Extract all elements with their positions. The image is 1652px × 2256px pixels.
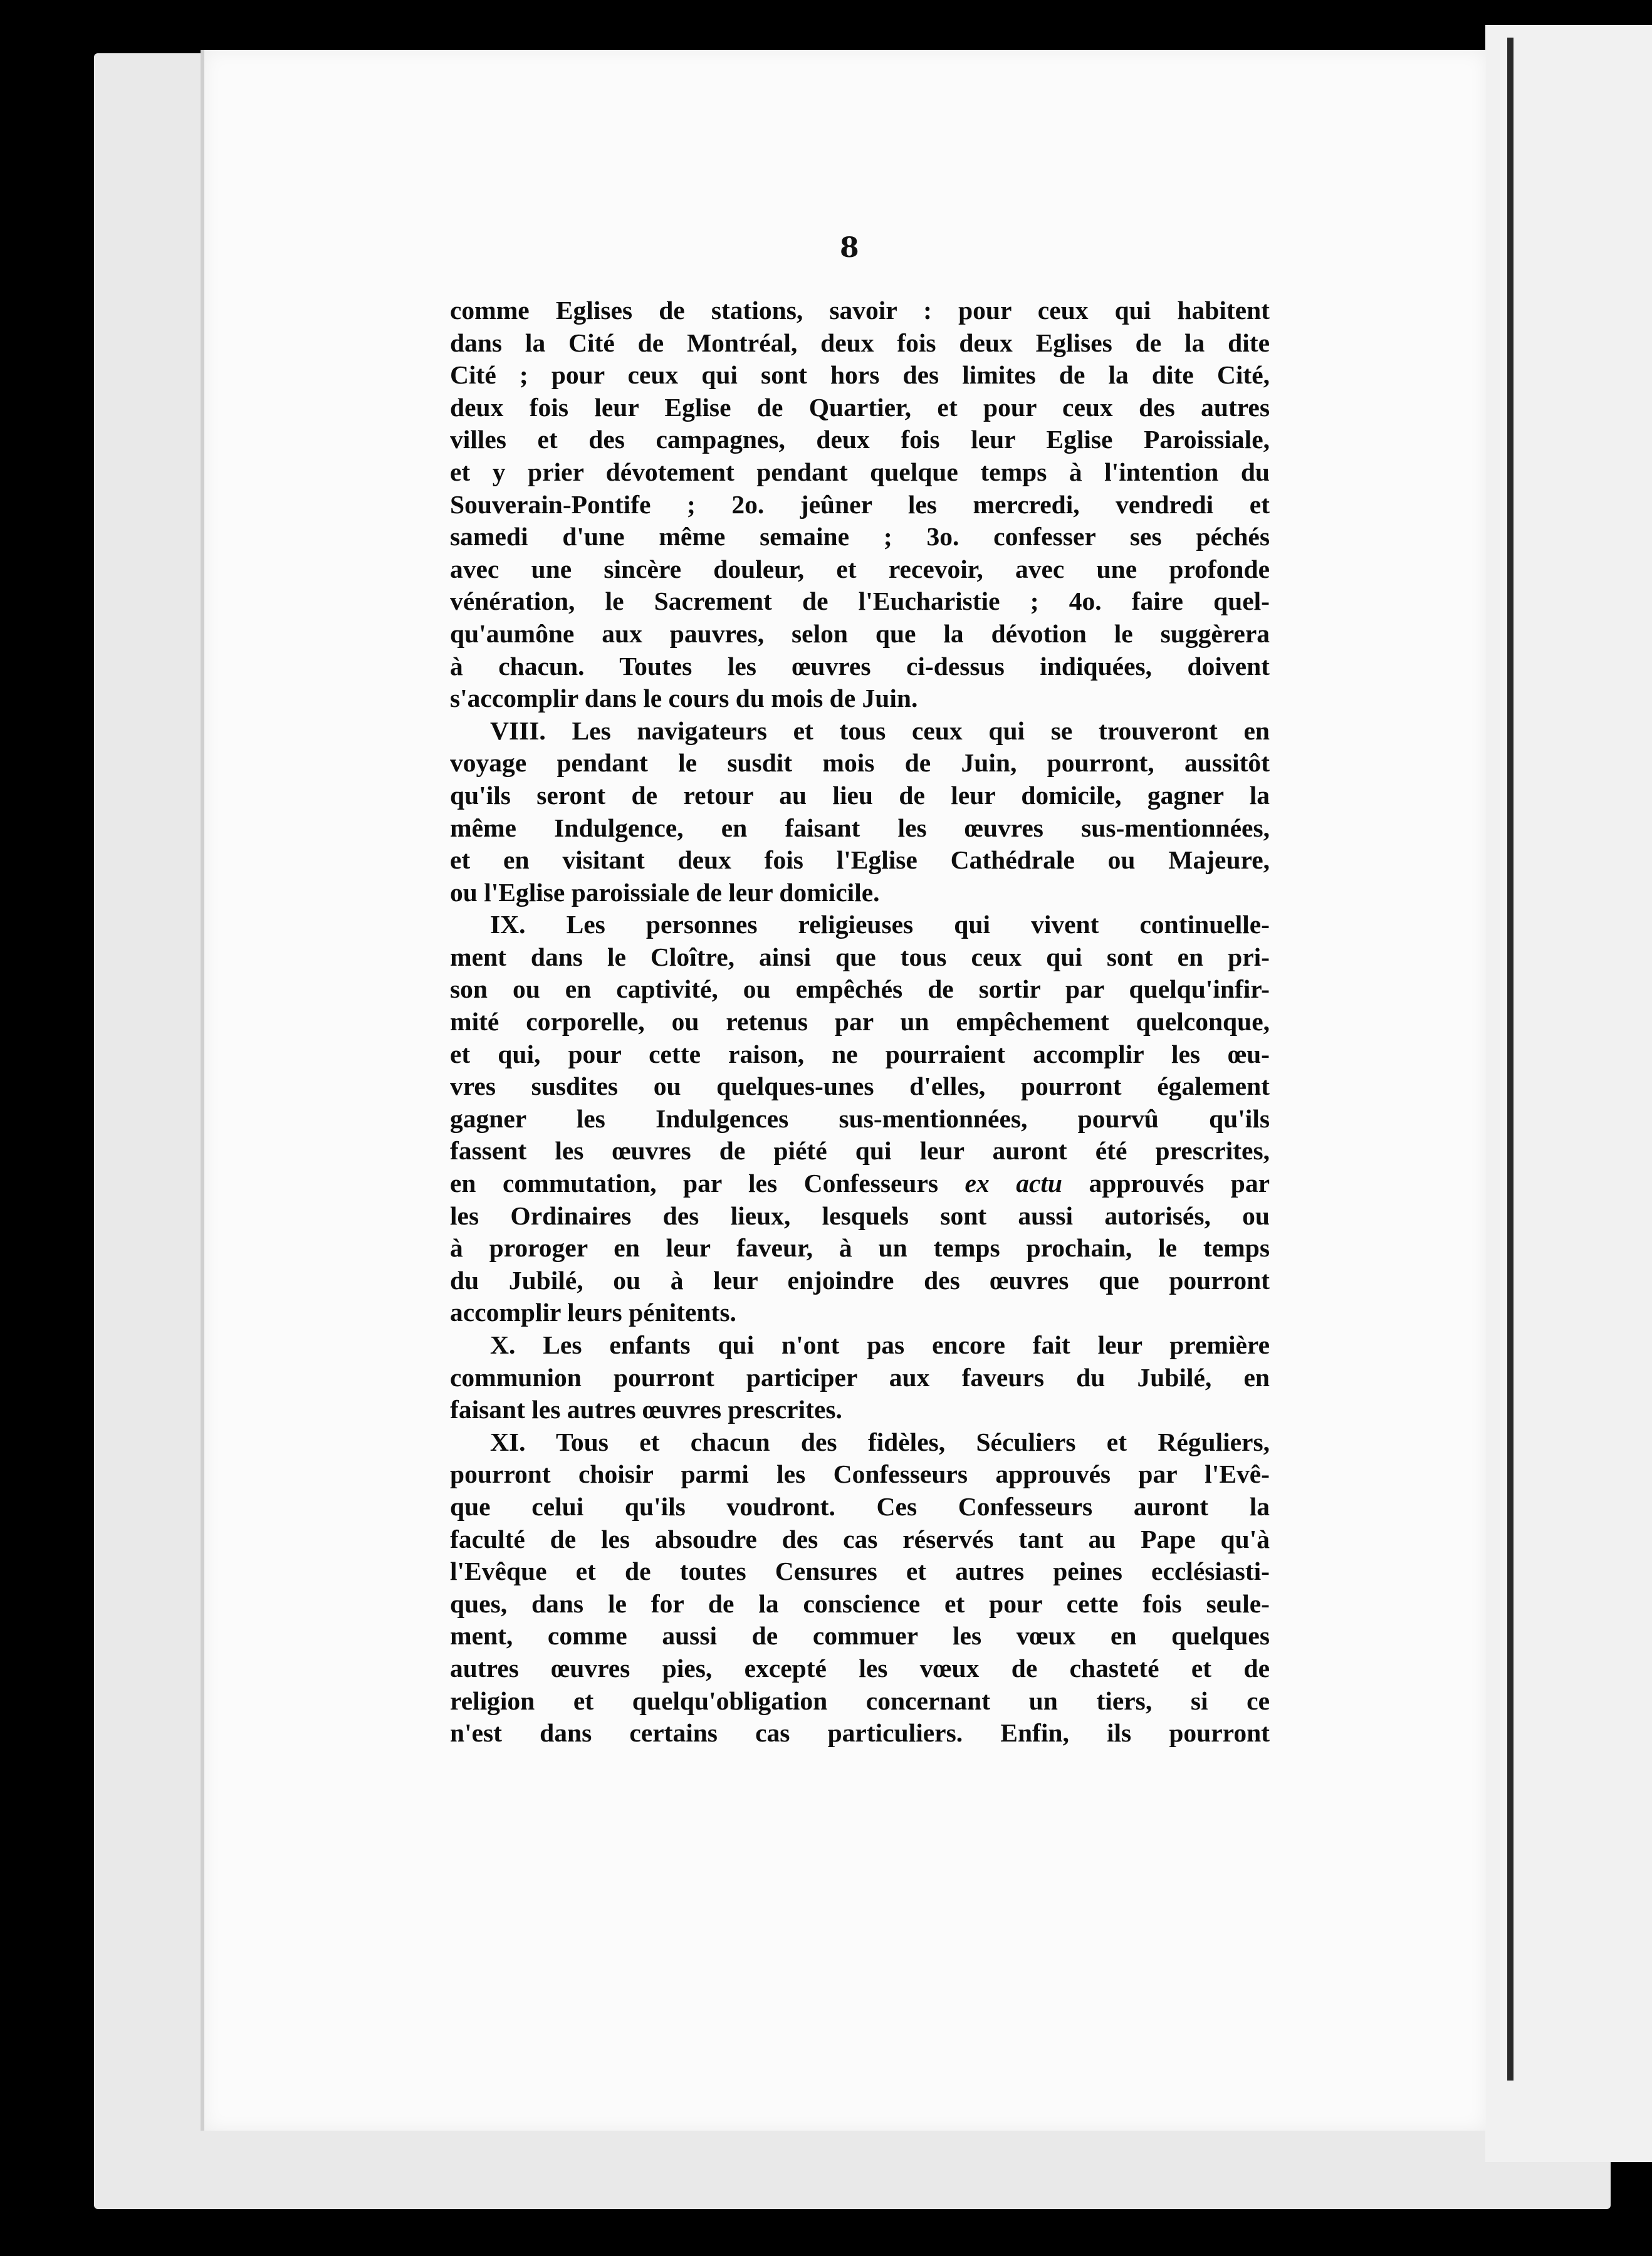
text-line: villes et des campagnes, deux fois leur Eglise Paroissiale,: [450, 425, 1270, 454]
page-number: 8: [840, 232, 859, 264]
text-line: comme Eglises de stations, savoir : pour ceux qui habitent: [450, 296, 1270, 325]
text-line: et y prier dévotement pendant quelque temps à l'intention du: [450, 457, 1270, 486]
text-line: à chacun. Toutes les œuvres ci-dessus indiquées, doivent: [450, 651, 1270, 681]
text-line: X. Les enfants qui n'ont pas encore fait leur première: [490, 1330, 1270, 1359]
page-binding-shadow: [1507, 38, 1513, 2081]
text-line: ques, dans le for de la conscience et pour cette fois seule-: [450, 1589, 1270, 1618]
text-line: fassent les œuvres de piété qui leur auront été prescrites,: [450, 1136, 1270, 1166]
text-line: dans la Cité de Montréal, deux fois deux Eglises de la dite: [450, 328, 1270, 357]
text-line: n'est dans certains cas particuliers. Enfin, ils pourront: [450, 1718, 1270, 1748]
text-line: IX. Les personnes religieuses qui vivent continuelle-: [490, 910, 1270, 939]
text-line: religion et quelqu'obligation concernant un tiers, si ce: [450, 1686, 1270, 1715]
text-line: vénération, le Sacrement de l'Eucharistie ; 4o. faire quel-: [450, 587, 1270, 616]
text-line: deux fois leur Eglise de Quartier, et pour ceux des autres: [450, 392, 1270, 422]
text-line: VIII. Les navigateurs et tous ceux qui se trouveront en: [490, 716, 1270, 745]
text-line: en commutation, par les Confesseurs ex actu approuvés par: [450, 1169, 1270, 1198]
text-line: vres susdites ou quelques-unes d'elles, pourront également: [450, 1072, 1270, 1101]
text-line: et qui, pour cette raison, ne pourraient accomplir les œu-: [450, 1039, 1270, 1068]
text-line: faculté de les absoudre des cas réservés tant au Pape qu'à: [450, 1524, 1270, 1554]
text-line: XI. Tous et chacun des fidèles, Séculiers et Réguliers,: [490, 1427, 1270, 1456]
text-line: autres œuvres pies, excepté les vœux de chasteté et de: [450, 1653, 1270, 1683]
body-text: [450, 295, 1270, 1750]
text-line: ment, comme aussi de commuer les vœux en quelques: [450, 1621, 1270, 1651]
text-line: avec une sincère douleur, et recevoir, avec une profonde: [450, 554, 1270, 583]
text-line: même Indulgence, en faisant les œuvres sus-mentionnées,: [450, 813, 1270, 842]
text-line: l'Evêque et de toutes Censures et autres peines ecclésiasti-: [450, 1557, 1270, 1586]
text-line: faisant les autres œuvres prescrites.: [450, 1395, 842, 1424]
text-line: son ou en captivité, ou empêchés de sortir par quelqu'infir-: [450, 974, 1270, 1004]
text-line: ou l'Eglise paroissiale de leur domicile.: [450, 877, 880, 907]
text-line: communion pourront participer aux faveurs du Jubilé, en: [450, 1362, 1270, 1392]
text-line: à proroger en leur faveur, à un temps prochain, le temps: [450, 1233, 1270, 1263]
text-line: les Ordinaires des lieux, lesquels sont aussi autorisés, ou: [450, 1201, 1270, 1230]
text-line: et en visitant deux fois l'Eglise Cathédrale ou Majeure,: [450, 845, 1270, 875]
text-line: qu'aumône aux pauvres, selon que la dévotion le suggèrera: [450, 619, 1270, 648]
text-line: voyage pendant le susdit mois de Juin, pourront, aussitôt: [450, 748, 1270, 778]
text-line: Cité ; pour ceux qui sont hors des limites de la dite Cité,: [450, 360, 1270, 390]
text-line: qu'ils seront de retour au lieu de leur domicile, gagner la: [450, 780, 1270, 810]
text-line: ment dans le Cloître, ainsi que tous ceux qui sont en pri-: [450, 942, 1270, 971]
latin-phrase: ex actu: [965, 1169, 1063, 1198]
text-line: accomplir leurs pénitents.: [450, 1298, 736, 1327]
text-line: mité corporelle, ou retenus par un empêchement quelconque,: [450, 1007, 1270, 1037]
text-line: du Jubilé, ou à leur enjoindre des œuvres que pourront: [450, 1265, 1270, 1295]
text-line: pourront choisir parmi les Confesseurs approuvés par l'Evê-: [450, 1460, 1270, 1489]
text-line: que celui qu'ils voudront. Ces Confesseurs auront la: [450, 1491, 1270, 1521]
text-line: samedi d'une même semaine ; 3o. confesser ses péchés: [450, 522, 1270, 551]
text-line: gagner les Indulgences sus-mentionnées, pourvû qu'ils: [450, 1104, 1270, 1133]
text-line: Souverain-Pontife ; 2o. jeûner les mercredi, vendredi et: [450, 489, 1270, 519]
text-line: s'accomplir dans le cours du mois de Juin.: [450, 684, 918, 713]
